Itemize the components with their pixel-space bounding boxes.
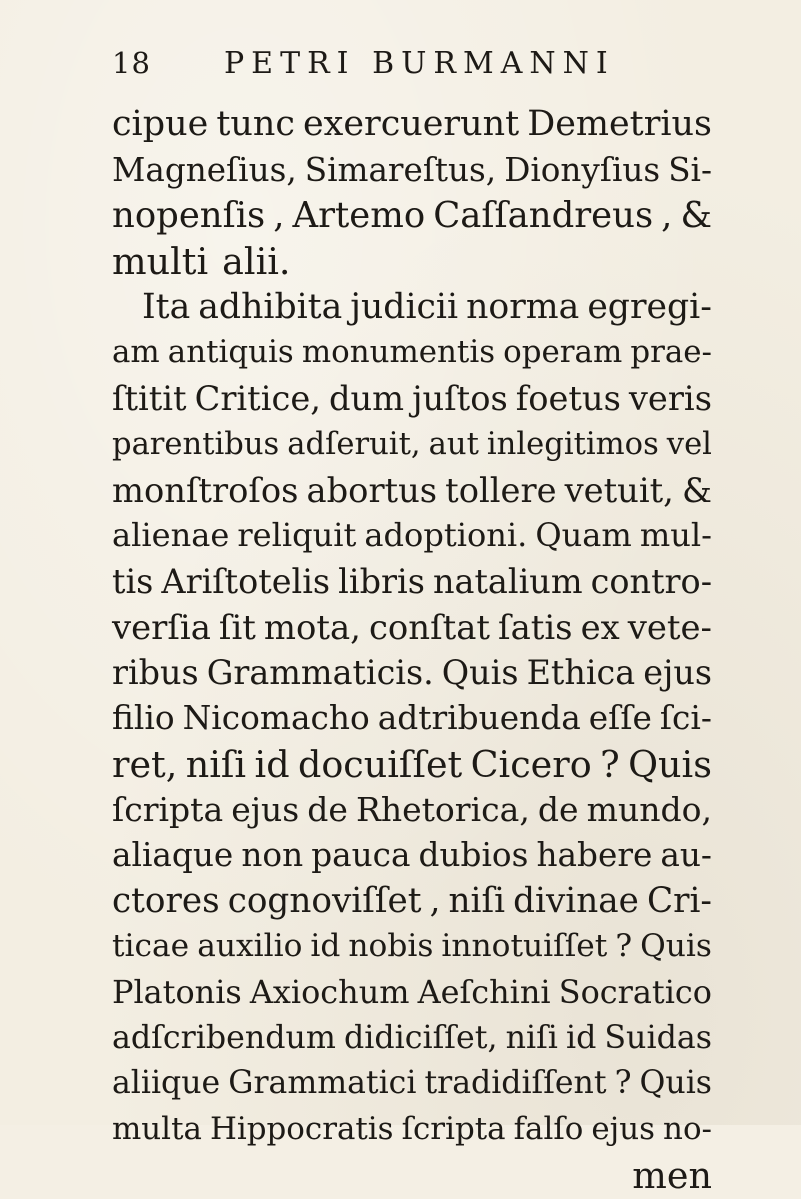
text-line xyxy=(112,970,712,1016)
word: libris xyxy=(338,561,425,601)
word: adſcribendum xyxy=(112,1019,336,1056)
word: innotuiſſet xyxy=(441,928,608,965)
text-line xyxy=(112,422,712,468)
word: au- xyxy=(660,836,712,874)
text-line xyxy=(112,376,712,422)
word: egregi- xyxy=(587,286,712,327)
running-head: PETRI BURMANNI xyxy=(224,46,615,81)
word: Suidas xyxy=(604,1019,712,1056)
word: ribus xyxy=(112,653,199,693)
word: Ethica xyxy=(526,653,636,693)
word: & xyxy=(681,470,712,510)
word: niſi xyxy=(185,742,247,786)
word: ? xyxy=(615,928,633,965)
word: de xyxy=(537,790,579,830)
word: monumentis xyxy=(301,334,496,371)
word: auxilio xyxy=(197,928,303,965)
word: norma xyxy=(466,286,580,327)
word: ſci- xyxy=(659,698,712,737)
word: Quis xyxy=(640,928,712,965)
text-line xyxy=(112,468,712,514)
word: dubios xyxy=(418,836,529,874)
word: Cicero xyxy=(470,742,592,786)
word: de xyxy=(307,790,348,830)
word: tunc xyxy=(216,104,295,144)
word: Aeſchini xyxy=(417,973,551,1012)
word: Artemo xyxy=(292,195,426,237)
word: ſcripta xyxy=(401,1111,506,1148)
word: , xyxy=(661,195,673,237)
word: inlegitimos xyxy=(486,426,659,462)
word: ctores xyxy=(112,880,220,921)
word: ticae xyxy=(112,928,190,965)
word: Socratico xyxy=(558,973,712,1012)
word: exercuerunt xyxy=(302,104,520,144)
word: Axiochum xyxy=(249,973,410,1012)
word: Quis xyxy=(441,653,519,693)
word: operam xyxy=(503,334,623,371)
word: non xyxy=(241,836,304,874)
text-line xyxy=(112,239,712,285)
word: mundo, xyxy=(586,790,712,830)
word: divinae xyxy=(513,880,639,921)
word: Cri- xyxy=(646,880,712,921)
text-line xyxy=(112,1061,712,1107)
word: & xyxy=(680,195,712,237)
page-header xyxy=(112,46,672,86)
word: ? xyxy=(600,742,620,786)
word: multi xyxy=(112,240,209,284)
word: cipue xyxy=(112,104,209,144)
word: id xyxy=(310,928,341,965)
word: eſſe xyxy=(588,698,652,737)
word: Grammaticis. xyxy=(206,653,434,693)
word: alienae xyxy=(112,516,230,555)
word: tradidiſſent xyxy=(424,1065,607,1102)
text-line xyxy=(112,833,712,879)
text-line xyxy=(112,742,712,788)
word: abortus xyxy=(306,470,438,510)
body-text xyxy=(112,102,712,1199)
word: Si- xyxy=(668,150,712,189)
word: niſi xyxy=(448,880,506,921)
word: dum xyxy=(328,379,405,419)
word: prae- xyxy=(630,334,712,371)
word: multa xyxy=(112,1111,202,1148)
text-line xyxy=(112,879,712,925)
word: tollere xyxy=(445,470,557,510)
word: cognoviſſet xyxy=(227,880,422,921)
text-line xyxy=(112,148,712,194)
text-line xyxy=(112,102,712,148)
word: Demetrius xyxy=(527,104,712,144)
word: ex xyxy=(580,607,620,647)
word: adtribuenda xyxy=(377,698,581,737)
word: docuiſſet xyxy=(297,742,463,786)
word: habere xyxy=(536,836,653,874)
word: judicii xyxy=(350,286,459,327)
word: pauca xyxy=(311,836,411,874)
word: Nicomacho xyxy=(182,698,370,737)
word: vel xyxy=(666,426,712,462)
word: parentibus xyxy=(112,426,280,462)
text-line xyxy=(112,696,712,742)
word: Caſſandreus xyxy=(433,195,654,237)
text-line xyxy=(112,605,712,651)
word: Dionyſius xyxy=(504,150,661,189)
word: conſtat xyxy=(368,607,491,647)
text-line xyxy=(112,650,712,696)
word: adoptioni. xyxy=(364,516,528,555)
word: id xyxy=(565,1019,597,1056)
word: reliquit xyxy=(237,516,357,555)
word: Simareſtus, xyxy=(304,150,497,189)
word: filio xyxy=(112,698,175,737)
word: monſtroſos xyxy=(112,470,299,510)
word: alii. xyxy=(222,240,291,284)
word: verſia xyxy=(112,607,211,647)
page-number: 18 xyxy=(112,46,151,80)
word: nobis xyxy=(348,928,434,965)
word: Magneſius, xyxy=(112,150,297,189)
word: ejus xyxy=(643,653,712,693)
word: aut xyxy=(428,426,479,462)
word: no- xyxy=(663,1111,712,1148)
word: ſcripta xyxy=(112,790,224,830)
word: ſatis xyxy=(498,607,573,647)
text-line xyxy=(112,787,712,833)
word: contro- xyxy=(590,561,712,601)
word: , xyxy=(273,195,285,237)
word: Platonis xyxy=(112,973,242,1012)
word: falſo xyxy=(513,1111,584,1148)
word: ejus xyxy=(591,1111,656,1148)
word: Ita xyxy=(142,286,191,327)
word: Hippocratis xyxy=(209,1111,394,1148)
word: aliique xyxy=(112,1065,221,1102)
word: adſeruit, xyxy=(287,426,421,462)
text-line xyxy=(112,193,712,239)
word: Quis xyxy=(639,1065,712,1102)
word: veris xyxy=(628,379,712,419)
word: ſtitit xyxy=(112,379,187,419)
word: Ariſtotelis xyxy=(161,561,331,601)
word: adhibita xyxy=(198,286,343,327)
word: Quam xyxy=(535,516,632,555)
word: id xyxy=(254,742,290,786)
text-line xyxy=(112,924,712,970)
word: mota, xyxy=(263,607,361,647)
word: Quis xyxy=(628,742,712,786)
word: didiciſſet, xyxy=(343,1019,498,1056)
word: men xyxy=(632,1153,712,1197)
text-line xyxy=(112,559,712,605)
word: natalium xyxy=(432,561,583,601)
word: niſi xyxy=(505,1019,558,1056)
text-line xyxy=(112,513,712,559)
word: am xyxy=(112,334,160,371)
word: antiquis xyxy=(167,334,294,371)
word: ? xyxy=(614,1065,632,1102)
word: ejus xyxy=(231,790,300,830)
word: foetus xyxy=(515,379,621,419)
word: tis xyxy=(112,561,154,601)
word: ret, xyxy=(112,742,178,786)
text-line xyxy=(112,1107,712,1153)
word: aliaque xyxy=(112,836,234,874)
word: vete- xyxy=(627,607,712,647)
text-line xyxy=(112,330,712,376)
word: Critice, xyxy=(194,379,321,419)
word: vetuit, xyxy=(564,470,674,510)
paragraph-start-line xyxy=(112,285,712,331)
word: nopenſis xyxy=(112,195,266,237)
word: juſtos xyxy=(412,379,508,419)
word: ſit xyxy=(218,607,256,647)
word: , xyxy=(429,880,441,921)
text-line xyxy=(112,1016,712,1062)
catchword-line xyxy=(112,1153,712,1199)
word: Rhetorica, xyxy=(356,790,530,830)
word: mul- xyxy=(639,516,712,555)
word: Grammatici xyxy=(228,1065,417,1102)
